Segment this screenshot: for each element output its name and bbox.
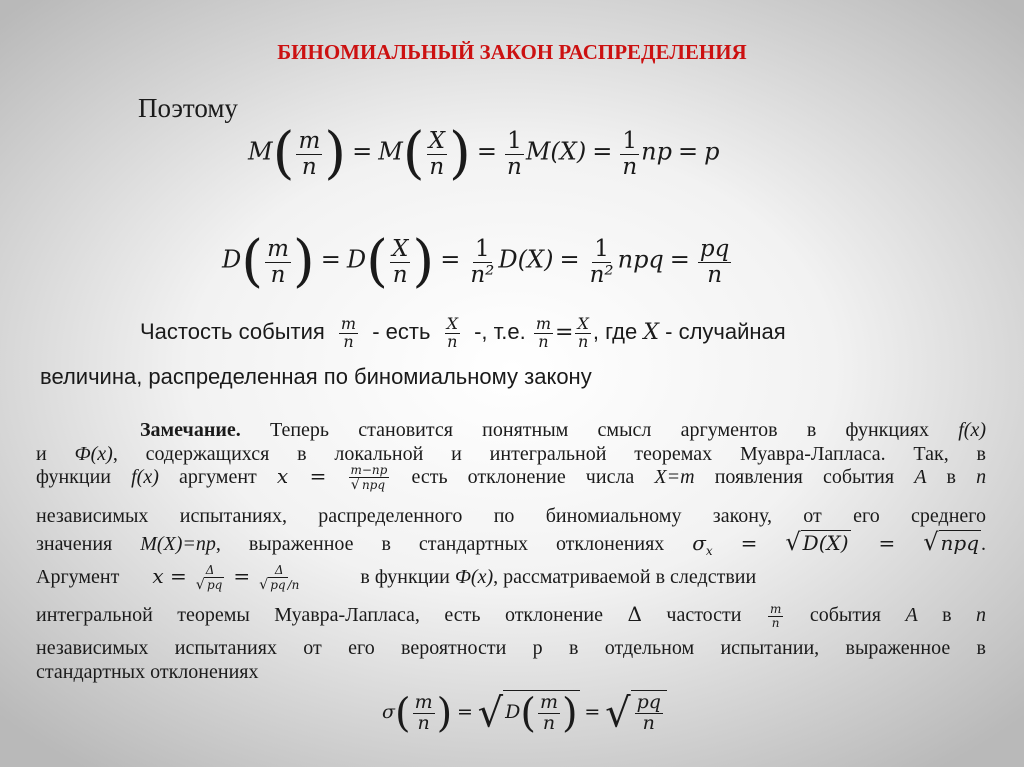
frequency-line-2: величина, распределенная по биномиальному закону <box>40 364 592 389</box>
sigma-formula: σ( $\frac{m}{n}$ ) = √ D( $\frac{m}{n}$ ) = √ $\frac{pq}{n}$ <box>382 690 667 734</box>
variance-formula: D( $\frac{m}{n}$ ) = D( $\frac{X}{n}$ ) = $\frac{1}{\text{n²}}$ D(X) = $\frac{1}{\text{n²}}$ npq = $\frac{pq}{n}$ <box>222 229 730 294</box>
remark-line-5: значения M(X)=np, выраженное в стандартных отклонениях $\sigma_x$ = √ D(X) = √ npq . <box>36 528 987 558</box>
intro-text: Поэтому <box>138 93 238 123</box>
expectation-formula: M( $\frac{m}{n}$ ) = M( $\frac{X}{n}$ ) = $\frac{1}{n}$ M(X) = $\frac{1}{n}$ np = p <box>248 121 720 186</box>
remark-line-6: Аргумент x = $\frac{\Delta}{√ pq}$ = $\frac{\Delta}{√ pq /n}$ в функции Ф(x), рассматриваемой в следствии <box>36 563 757 593</box>
remark-line-7: интегральной теоремы Муавра-Лапласа, есть отклонение Δ частости $\frac{m}{n}$ события A в n <box>36 602 987 630</box>
remark-line-9: стандартных отклонениях <box>36 661 259 683</box>
remark-line-1: Замечание. Теперь становится понятным смысл аргументов в функциях f(x) <box>140 419 987 441</box>
remark-line-4: независимых испытаниях, распределенного по биномиальному закону, от его среднего <box>36 505 986 527</box>
remark-line-8: независимых испытаниях от его вероятности р в отдельном испытании, выраженное в <box>36 637 986 659</box>
remark-line-2: и Ф(x), содержащихся в локальной и интегральной теоремах Муавра-Лапласа. Так, в <box>36 443 986 465</box>
remark-line-3: функции f(x) аргумент x = m−np √ npq есть отклонение числа X=m появления события A в n <box>36 463 987 493</box>
page-title: БИНОМИАЛЬНЫЙ ЗАКОН РАСПРЕДЕЛЕНИЯ <box>277 40 747 64</box>
frequency-line-1: Частость события $\frac{m}{n}$ - есть $\frac{X}{n}$ -, т.е. $\frac{m}{n}$ = $\frac{X}{n}$ , где X - случайная <box>140 314 786 351</box>
